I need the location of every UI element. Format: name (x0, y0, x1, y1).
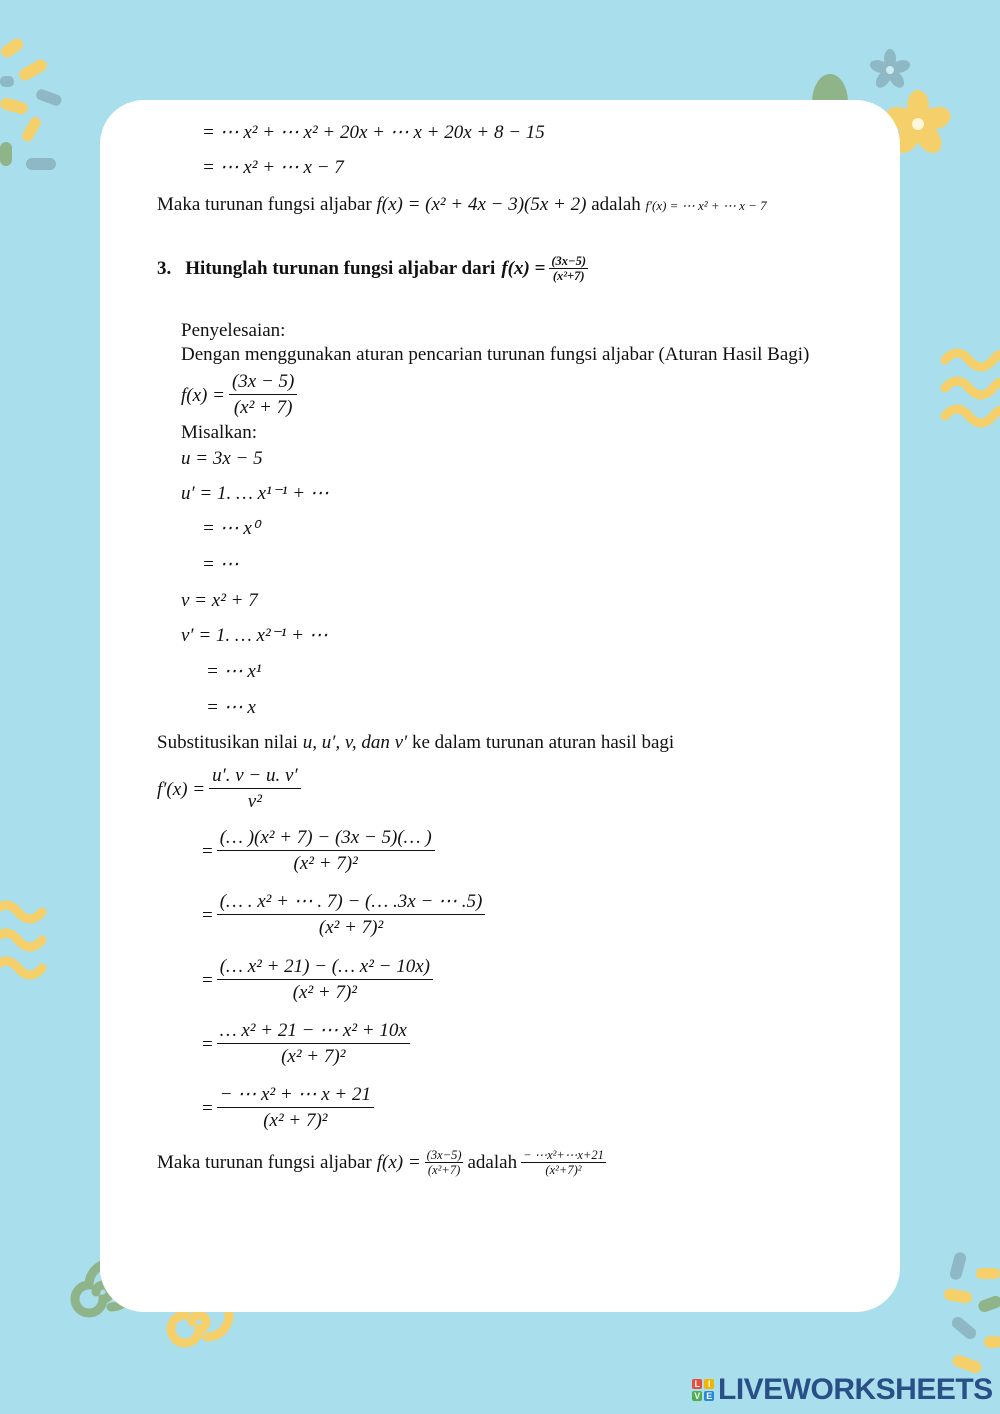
final-function-fraction (425, 1148, 464, 1177)
expansion-line-1: = ⋯ x² + ⋯ x² + 20x + ⋯ x + 20x + 8 − 15 (202, 122, 545, 143)
derivation-step-4: = $\frac{\text{… x² + 21 − ⋯ x² + 10x}}{\text{(x² + 7)²}}$ (202, 1019, 410, 1070)
final-function-num: (3x−5) (426, 1148, 462, 1162)
final-result-num: − ⋯x²+⋯x+21 (523, 1148, 604, 1162)
substitute-instruction (157, 732, 674, 754)
quotient-rule-fraction (209, 764, 301, 815)
quotient-rule (157, 764, 301, 815)
squiggle-right-icon (945, 353, 1000, 423)
solution-heading: Penyelesaian: (181, 320, 286, 341)
logo-letter-2: I (704, 1379, 714, 1389)
derivative-lhs: f′(x) = (157, 778, 206, 800)
final-result-den: (x²+7)² (545, 1163, 582, 1177)
squiggle-left-icon (0, 905, 42, 975)
function-fraction-num: (3x − 5) (229, 370, 297, 395)
logo-letter-1: L (692, 1379, 702, 1389)
step-5-num: − ⋯ x² + ⋯ x + 21 (217, 1083, 374, 1108)
v-prime: v′ = 1. … x²⁻¹ + ⋯ (181, 625, 328, 646)
substitute-suffix: ke dalam turunan aturan hasil bagi (411, 732, 675, 753)
question-fraction-den: (x²+7) (552, 269, 585, 283)
final-lhs: f(x) = (376, 1151, 421, 1173)
function-definition (181, 370, 297, 421)
expansion-line-2: = ⋯ x² + ⋯ x − 7 (202, 157, 344, 178)
question-number: 3. (157, 257, 172, 279)
logo-letter-4: E (704, 1391, 714, 1401)
conclusion-function: f(x) = (x² + 4x − 3)(5x + 2) (376, 194, 587, 215)
step-2-den: (x² + 7)² (318, 917, 384, 938)
quotient-rule-num: u′. v − u. v′ (209, 764, 301, 789)
question-function-lhs: f(x) = (501, 257, 546, 279)
liveworksheets-logo[interactable] (692, 1372, 993, 1408)
solution-method: Dengan menggunakan aturan pencarian turunan fungsi aljabar (Aturan Hasil Bagi) (181, 344, 810, 365)
question-fraction-num: (3x−5) (551, 254, 587, 268)
derivation-step-3: = $\frac{\text{(… x² + 21) − (… x² − 10x)}}{\text{(x² + 7)²}}$ (202, 955, 433, 1006)
quotient-rule-den: v² (247, 791, 262, 812)
conclusion-result: f′(x) = ⋯ x² + ⋯ x − 7 (645, 198, 767, 213)
liveworksheets-wordmark: LIVEWORKSHEETS (718, 1373, 993, 1406)
final-prefix: Maka turunan fungsi aljabar (157, 1151, 372, 1173)
let-label: Misalkan: (181, 422, 257, 443)
question-fraction (549, 254, 588, 283)
question-3 (157, 254, 588, 283)
v-definition: v = x² + 7 (181, 590, 258, 611)
step-3-den: (x² + 7)² (292, 982, 357, 1003)
confetti-top-left-icon (0, 36, 63, 170)
conclusion-mid: adalah (591, 194, 641, 215)
step-2-fraction (217, 890, 486, 941)
logo-letter-3: V (692, 1391, 702, 1401)
u-definition: u = 3x − 5 (181, 448, 263, 469)
final-conclusion (157, 1148, 606, 1177)
step-4-fraction (217, 1019, 410, 1070)
question-text: Hitunglah turunan fungsi aljabar dari (185, 257, 496, 279)
u-prime-step-2: = ⋯ (202, 554, 239, 575)
step-4-num: … x² + 21 − ⋯ x² + 10x (217, 1019, 410, 1044)
u-prime-step-1: = ⋯ x⁰ (202, 518, 260, 539)
step-5-fraction (217, 1083, 374, 1134)
v-prime-step-1: = ⋯ x¹ (206, 661, 262, 682)
liveworksheets-logo-icon (692, 1379, 714, 1401)
step-3-fraction (217, 955, 433, 1006)
step-5-den: (x² + 7)² (263, 1110, 328, 1131)
final-result-fraction (521, 1148, 606, 1177)
step-4-den: (x² + 7)² (281, 1046, 346, 1067)
final-function-den: (x²+7) (427, 1163, 461, 1177)
step-1-den: (x² + 7)² (293, 853, 358, 874)
substitute-prefix: Substitusikan nilai (157, 732, 298, 753)
conclusion-prefix: Maka turunan fungsi aljabar (157, 194, 372, 215)
step-1-fraction (217, 826, 435, 877)
substitute-vars: u, u′, v, dan v′ (302, 732, 408, 753)
derivation-step-2: = $\frac{\text{(… . x² + ⋯ . 7) − (… .3x − ⋯ .5)}}{\text{(x² + 7)²}}$ (202, 890, 485, 941)
step-2-num: (… . x² + ⋯ . 7) − (… .3x − ⋯ .5) (217, 890, 486, 915)
u-prime: u′ = 1. … x¹⁻¹ + ⋯ (181, 483, 329, 504)
final-mid: adalah (467, 1151, 518, 1173)
step-1-num: (… )(x² + 7) − (3x − 5)(… ) (217, 826, 435, 851)
confetti-bottom-right-icon (943, 1251, 1000, 1375)
derivation-step-5: = $\frac{\text{− ⋯ x² + ⋯ x + 21}}{\text{(x² + 7)²}}$ (202, 1083, 374, 1134)
derivation-step-1: = $\frac{\text{(… )(x² + 7) − (3x − 5)(… )}}{\text{(x² + 7)²}}$ (202, 826, 435, 877)
teal-flower-icon (868, 49, 912, 91)
previous-conclusion (157, 194, 767, 217)
step-3-num: (… x² + 21) − (… x² − 10x) (217, 955, 433, 980)
function-fraction-den: (x² + 7) (233, 397, 293, 418)
function-fraction (229, 370, 297, 421)
v-prime-step-2: = ⋯ x (206, 697, 256, 718)
function-lhs: f(x) = (181, 384, 225, 406)
